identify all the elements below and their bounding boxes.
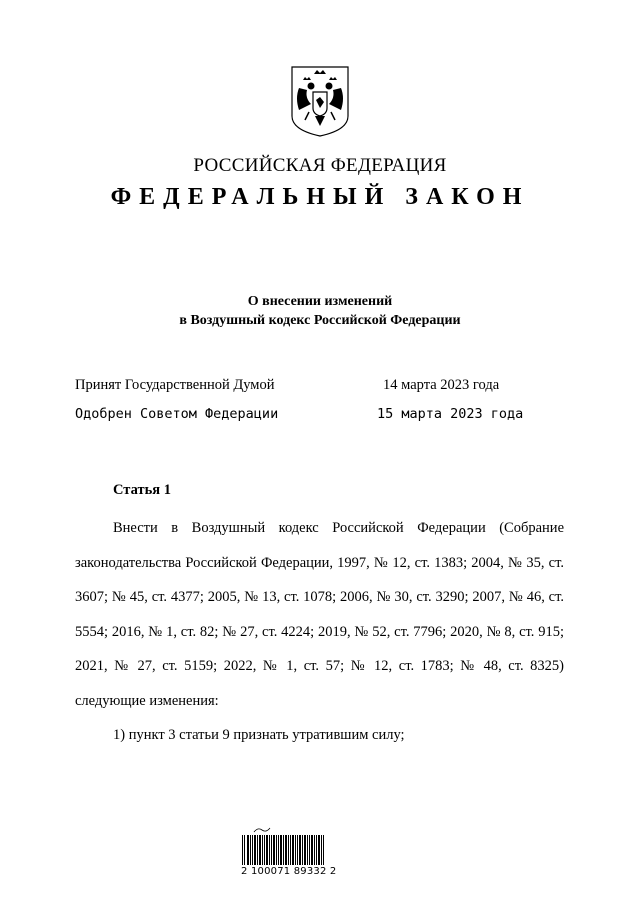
article-item-1: 1) пункт 3 статьи 9 признать утратившим силу; <box>113 727 405 743</box>
barcode-number: 2 100071 89332 2 <box>241 866 337 877</box>
article-intro-paragraph: Внести в Воздушный кодекс Российской Федерации (Собрание законодательства Российской Федерации, 1997, № 12, ст. 1383; 2004, № 35, ст. 3607; № 45, ст. 4377; 2005, № 13, ст. 1078; 2006, № 30, ст. 3290; 2007, № 46, ст. 5554; 2016, № 1, ст. 82; № 27, ст. 4224; 2019, № 52, ст. 7796; 2020, № 8, ст. 915; 2021, № 27, ст. 5159; 2022, № 1, ст. 57; № 12, ст. 1783; № 48, ст. 8325) следующие изменения: <box>75 520 564 709</box>
article-heading: Статья 1 <box>113 482 171 498</box>
adoption-duma-date: 14 марта 2023 года <box>383 377 500 393</box>
barcode <box>241 826 337 878</box>
country-name: РОССИЙСКАЯ ФЕДЕРАЦИЯ <box>193 155 447 176</box>
approval-council-date: 15 марта 2023 года <box>377 406 524 422</box>
law-title <box>0 292 640 330</box>
coat-of-arms-emblem <box>289 64 351 138</box>
adoption-duma-label: Принят Государственной Думой <box>75 377 275 393</box>
law-title-line-1: О внесении изменений <box>247 294 393 309</box>
barcode-bars <box>241 835 325 865</box>
russian-coat-of-arms-icon <box>289 64 351 138</box>
article-body <box>75 511 564 753</box>
document-type: ФЕДЕРАЛЬНЫЙ ЗАКОН <box>110 184 530 210</box>
approval-council-label: Одобрен Советом Федерации <box>75 406 279 422</box>
law-title-line-2: в Воздушный кодекс Российской Федерации <box>179 313 461 328</box>
